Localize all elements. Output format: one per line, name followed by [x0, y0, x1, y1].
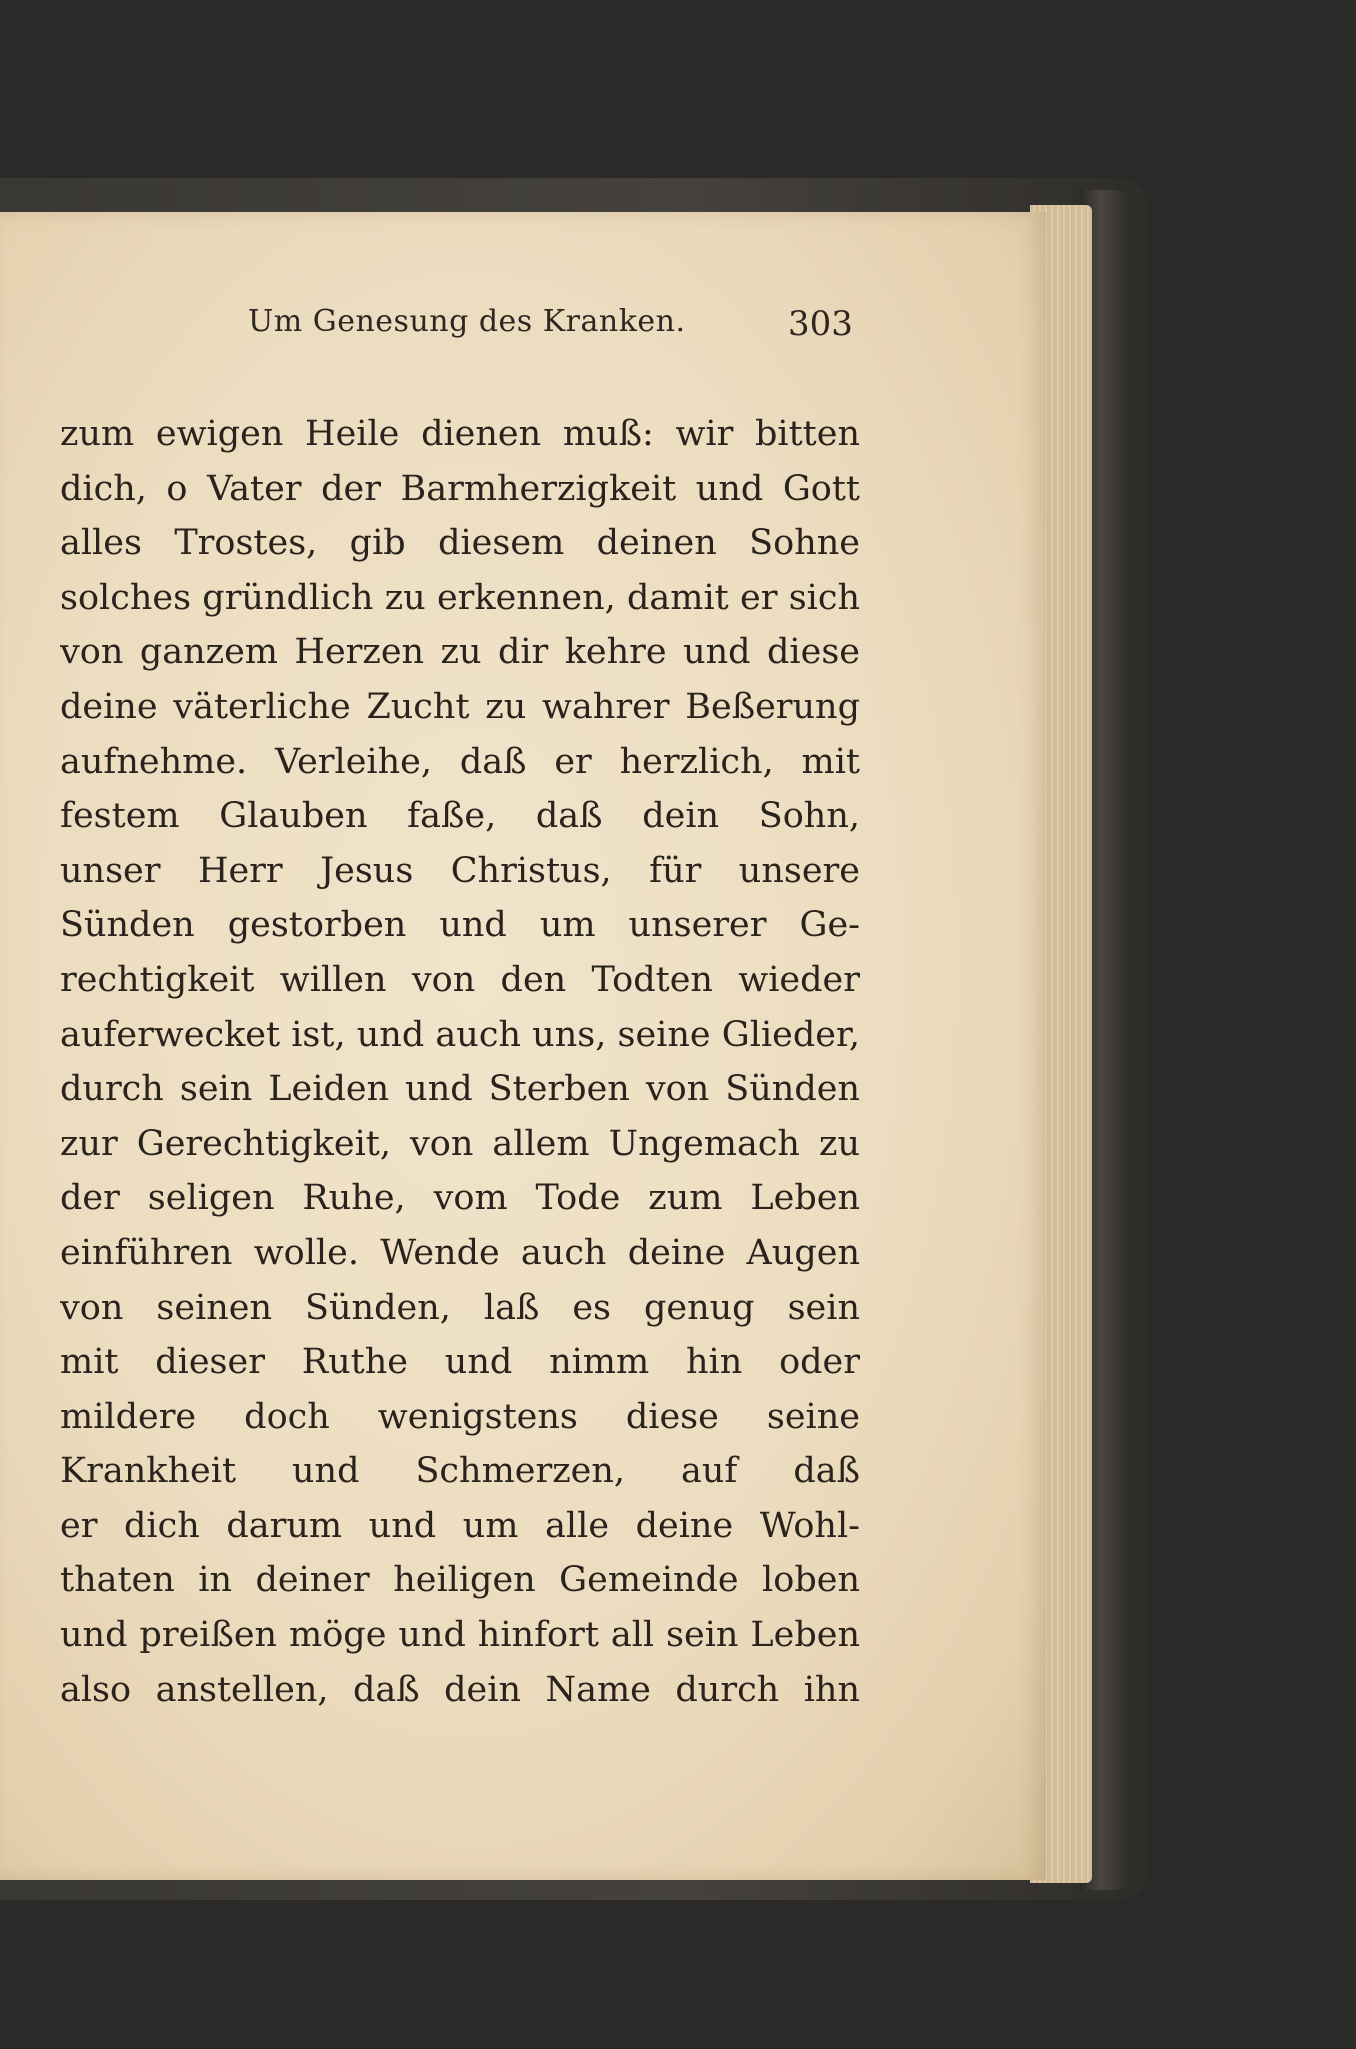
text-line: der seligen Ruhe, vom Tode zum Leben — [60, 1178, 860, 1219]
text-line: mit dieser Ruthe und nimm hin oder — [60, 1342, 860, 1383]
text-line: auferwecket ist, und auch uns, seine Glieder, — [60, 1014, 860, 1055]
text-line: alles Trostes, gib diesem deinen Sohne — [60, 523, 860, 564]
text-line: unser Herr Jesus Christus, für unsere — [60, 850, 860, 891]
text-line: thaten in deiner heiligen Gemeinde loben — [60, 1560, 860, 1601]
text-line: von ganzem Herzen zu dir kehre und diese — [60, 632, 860, 673]
text-line: deine väterliche Zucht zu wahrer Beßerung — [60, 686, 860, 727]
text-line: einführen wolle. Wende auch deine Augen — [60, 1232, 860, 1273]
text-line: von seinen Sünden, laß es genug sein — [60, 1287, 860, 1328]
text-line: also anstellen, daß dein Name durch ihn — [60, 1669, 860, 1710]
text-line: solches gründlich zu erkennen, damit er sich — [60, 577, 860, 618]
text-line: dich, o Vater der Barmherzigkeit und Gott — [60, 468, 860, 509]
text-line: aufnehme. Verleihe, daß er herzlich, mit — [60, 741, 860, 782]
page-header — [0, 304, 1046, 348]
text-line: er dich darum und um alle deine Wohl- — [60, 1505, 860, 1546]
page-number: 303 — [788, 304, 853, 344]
text-line: mildere doch wenigstens diese seine — [60, 1396, 860, 1437]
body-text — [60, 407, 860, 1717]
text-line: Sünden gestorben und um unserer Ge- — [60, 905, 860, 946]
text-line: zur Gerechtigkeit, von allem Ungemach zu — [60, 1123, 860, 1164]
text-line: festem Glauben faße, daß dein Sohn, — [60, 796, 860, 837]
book-page — [0, 212, 1046, 1880]
text-line: zum ewigen Heile dienen muß: wir bitten — [60, 414, 860, 454]
running-title: Um Genesung des Kranken. — [248, 304, 686, 339]
text-line: rechtigkeit willen von den Todten wieder — [60, 959, 860, 1000]
text-line: Krankheit und Schmerzen, auf daß — [60, 1451, 860, 1492]
text-line: und preißen möge und hinfort all sein Leben — [60, 1615, 860, 1656]
text-line: durch sein Leiden und Sterben von Sünden — [60, 1069, 860, 1110]
